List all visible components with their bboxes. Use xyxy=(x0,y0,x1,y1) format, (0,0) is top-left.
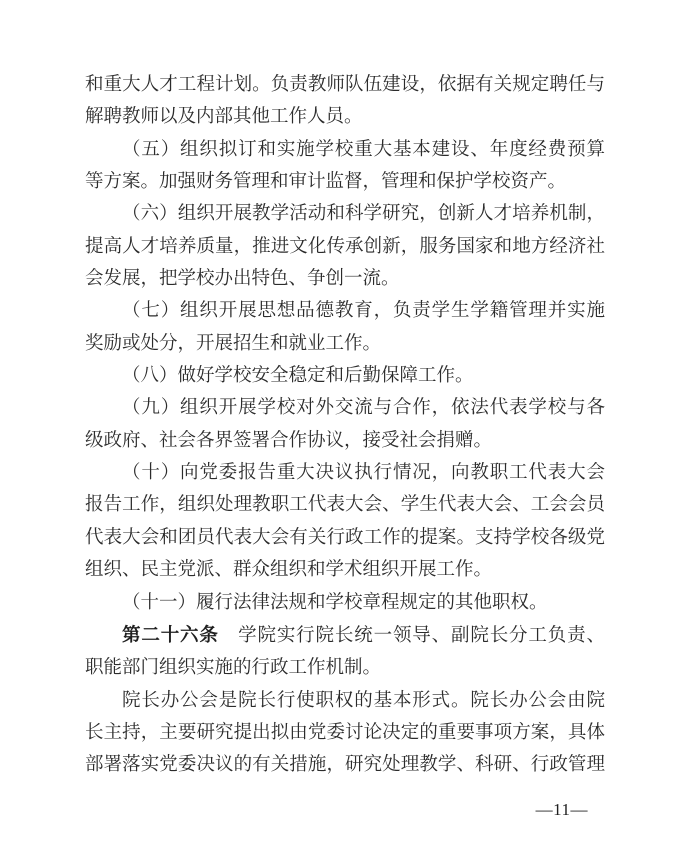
clause-9-line: （九）组织开展学校对外交流与合作，依法代表学校与各 xyxy=(122,398,605,419)
clause-10-line: 代表大会和团员代表大会有关行政工作的提案。支持学校各级党 xyxy=(85,527,605,548)
clause-6-line: （六）组织开展教学活动和科学研究，创新人才培养机制， xyxy=(122,204,605,225)
clause-10-line: 组织、民主党派、群众组织和学术组织开展工作。 xyxy=(85,560,493,581)
clause-11-line: （十一）履行法律法规和学校章程规定的其他职权。 xyxy=(122,592,548,613)
text-line: 院长办公会是院长行使职权的基本形式。院长办公会由院 xyxy=(122,690,605,711)
clause-9-line: 级政府、社会各界签署合作协议，接受社会捐赠。 xyxy=(85,430,493,451)
clause-10-line: 报告工作，组织处理教职工代表大会、学生代表大会、工会会员 xyxy=(85,495,605,516)
clause-7-line: 奖励或处分，开展招生和就业工作。 xyxy=(85,333,382,354)
clause-6-line: 提高人才培养质量，推进文化传承创新，服务国家和地方经济社 xyxy=(85,236,605,257)
article-26-line xyxy=(85,619,605,652)
clause-10-line: （十）向党委报告重大决议执行情况，向教职工代表大会 xyxy=(122,463,605,484)
clause-8-line: （八）做好学校安全稳定和后勤保障工作。 xyxy=(122,366,474,387)
text-line: 部署落实党委决议的有关措施，研究处理教学、科研、行政管理 xyxy=(85,755,605,776)
clause-6-line: 会发展，把学校办出特色、争创一流。 xyxy=(85,269,400,290)
article-26-line: 职能部门组织实施的行政工作机制。 xyxy=(85,658,382,679)
clause-7-line: （七）组织开展思想品德教育，负责学生学籍管理并实施 xyxy=(122,301,605,322)
text-line: 解聘教师以及内部其他工作人员。 xyxy=(85,107,363,128)
article-26-heading: 第二十六条 xyxy=(122,623,219,645)
text-line: 长主持，主要研究提出拟由党委讨论决定的重要事项方案，具体 xyxy=(85,722,605,743)
page-number: —11— xyxy=(535,800,588,819)
text-line: 和重大人才工程计划。负责教师队伍建设，依据有关规定聘任与 xyxy=(85,75,605,95)
clause-5-line: （五）组织拟订和实施学校重大基本建设、年度经费预算 xyxy=(122,139,605,160)
clause-5-line: 等方案。加强财务管理和审计监督，管理和保护学校资产。 xyxy=(85,172,567,193)
document-body xyxy=(85,69,605,782)
article-26-text: 学院实行院长统一领导、副院长分工负责、 xyxy=(218,625,605,646)
